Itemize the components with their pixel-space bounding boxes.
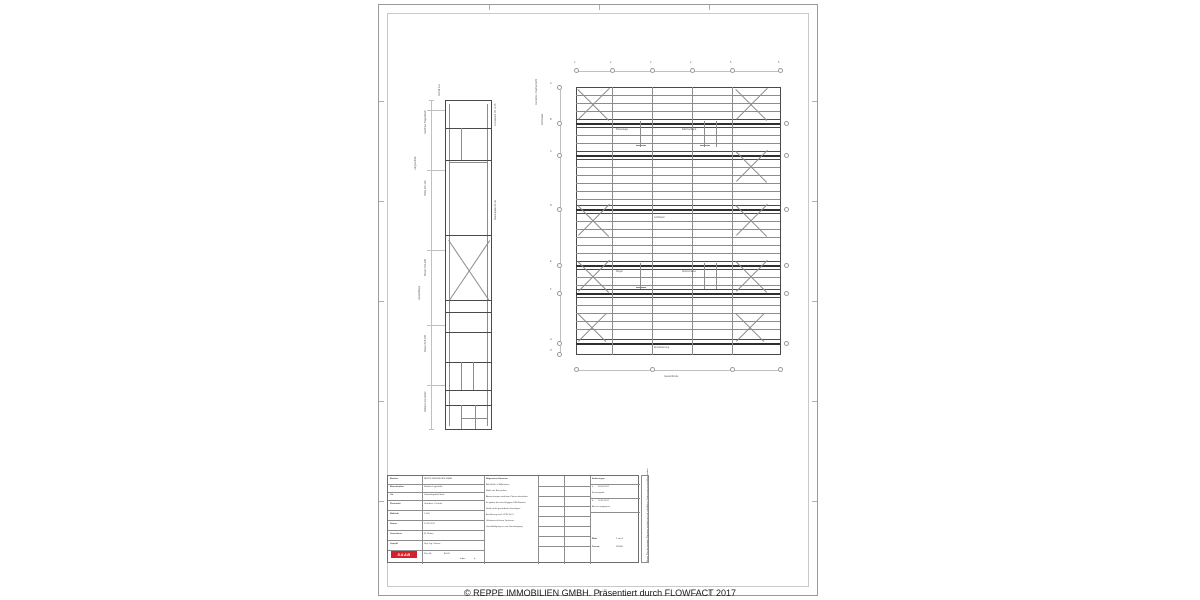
plan-axis-label-left: C [550, 150, 552, 153]
titleblock-notes-heading: Allgemeine Hinweise [486, 478, 508, 480]
titleblock-field-value: 1:100 [424, 513, 430, 515]
plan-axis-label-left: G [550, 338, 552, 341]
plan-axis-label-top: 5 [730, 61, 732, 64]
axis-node-bottom [650, 367, 655, 372]
titleblock-note: Ausführung nach VOB Teil C. [486, 514, 515, 516]
edge-tick [812, 201, 817, 202]
revision-index: b [592, 500, 594, 502]
revision-date: 12.05.2017 [598, 500, 609, 502]
side-text-strip [641, 468, 649, 563]
plan-axis-label-left: F [550, 288, 552, 291]
titleblock-note: Maße am Bau prüfen. [486, 490, 508, 492]
edge-tick [812, 301, 817, 302]
side-text: Dieser Plan ist geistiges Eigentum und darf nur mit schriftlicher Zustimmung vervielfältigt werden. [647, 468, 649, 562]
plan-view [535, 61, 784, 385]
plan-annotation: Dachverband [682, 128, 697, 131]
elevation-annotation: Binder HEA 300 [424, 258, 427, 276]
axis-node-top [574, 68, 579, 73]
axis-node-left [557, 352, 562, 357]
titleblock-field-value: REPPE IMMOBILIEN GMBH [424, 478, 453, 480]
plan-top-dimension: Gesamtbreite [664, 375, 679, 378]
titleblock-field-value: Grundriss / Schnitt [424, 503, 442, 505]
axis-node-bottom [574, 367, 579, 372]
titleblock-field-label: Blatt [592, 538, 597, 540]
plan-annotation: Entwässerung [654, 346, 670, 349]
titleblock-field-label: Bauherr [390, 478, 399, 480]
titleblock-field-label: Datum [390, 523, 397, 525]
edge-tick [812, 101, 817, 102]
titleblock-field-value: Neubau Lagerhalle [424, 486, 443, 488]
titleblock-field-label: Plan-Nr. [424, 553, 432, 555]
revision-index: a [592, 486, 594, 488]
titleblock-field-value: 12.05.2017 [424, 523, 435, 525]
plan-axis-label-left: A [550, 82, 552, 85]
axis-node-right [784, 153, 789, 158]
titleblock-field-label: Geprüft [390, 543, 398, 545]
axis-node-bottom [730, 367, 735, 372]
axis-node-left [557, 153, 562, 158]
edge-tick [599, 5, 600, 10]
company-logo: SAAB [391, 551, 417, 558]
axis-node-top [610, 68, 615, 73]
plan-axis-label-left: H [550, 349, 552, 352]
plan-annotation: Stützenraster [682, 270, 697, 273]
plan-axis-label-left: D [550, 204, 552, 207]
revision-text: Erstausgabe [592, 492, 605, 494]
titleblock-field-label: Ort [390, 494, 394, 496]
plan-axis-label-top: 1 [574, 61, 576, 64]
titleblock-field-value: M. Weber [424, 533, 434, 535]
axis-node-left [557, 85, 562, 90]
axis-node-top [730, 68, 735, 73]
elevation-annotation: Stütze HEB 200 [424, 334, 427, 352]
titleblock-field-value: Dipl.-Ing. Krause [424, 543, 441, 545]
edge-tick [812, 501, 817, 502]
plan-axis-label-top: 4 [690, 61, 692, 64]
axis-node-left [557, 341, 562, 346]
plan-axis-label-top: 6 [778, 61, 780, 64]
elevation-side-note: Längsschnitt [414, 156, 417, 170]
titleblock-note: Abweichungen sind dem Planer mitzuteilen. [486, 496, 529, 498]
axis-node-right [784, 291, 789, 296]
axis-node-left [557, 263, 562, 268]
edge-tick [489, 5, 490, 10]
revision-text: Achsen angepasst [592, 506, 610, 508]
titleblock-field-label: Planinhalt [390, 503, 401, 505]
plan-annotation: Lichtband [654, 216, 665, 219]
titleblock-revision-heading: Änderungen [592, 478, 605, 480]
axis-node-right [784, 341, 789, 346]
titleblock-field-value: A-102 [444, 553, 450, 555]
plan-left-dimension: Achsraster [541, 113, 544, 125]
plan-axis-label-left: B [550, 118, 552, 121]
edge-tick [379, 401, 384, 402]
drawing-sheet [378, 4, 818, 596]
elevation-annotation: Verband Rundstahl [424, 391, 427, 412]
titleblock-field-label: Gezeichnet [390, 533, 402, 535]
axis-node-left [557, 207, 562, 212]
elevation-left-dimension: Gesamtlänge [418, 285, 421, 300]
axis-node-left [557, 121, 562, 126]
edge-tick [379, 301, 384, 302]
titleblock-field-value: Gewerbegebiet Nord [424, 494, 445, 496]
titleblock-note: Urheberrecht beim Verfasser. [486, 520, 515, 522]
titleblock-field-value: DIN A1 [616, 546, 623, 548]
titleblock-field-label: Index [460, 558, 466, 560]
axis-node-right [784, 121, 789, 126]
titleblock-field-value: 2 von 5 [616, 538, 624, 540]
elevation-view [414, 84, 501, 430]
titleblock-note: Statik siehe gesonderte Unterlagen. [486, 508, 521, 510]
axis-node-left [557, 291, 562, 296]
edge-tick [379, 501, 384, 502]
plan-annotation: Riegel [616, 270, 623, 273]
axis-node-right [784, 207, 789, 212]
titleblock-field-label: Format [592, 546, 600, 548]
plan-annotation: Pfettenlage [616, 128, 629, 131]
plan-axis-label-left: E [550, 260, 552, 263]
edge-tick [379, 101, 384, 102]
axis-node-top [690, 68, 695, 73]
titleblock-field-value: b [474, 558, 476, 560]
axis-node-top [778, 68, 783, 73]
plan-title: Grundriss / Dachaufsicht [535, 78, 538, 105]
edge-tick [379, 201, 384, 202]
elevation-annotation: Bodenplatte 20 cm [494, 200, 497, 220]
axis-node-right [784, 263, 789, 268]
titleblock-note: Vervielfältigung nur mit Genehmigung. [486, 526, 524, 528]
title-block [387, 475, 639, 563]
elevation-title: Schnitt A-A [438, 84, 441, 96]
elevation-annotation: Fundament OK -0,15 [494, 103, 497, 126]
edge-tick [812, 401, 817, 402]
axis-node-top [650, 68, 655, 73]
edge-tick [709, 5, 710, 10]
revision-date: 03.04.2017 [598, 486, 609, 488]
plan-axis-label-top: 2 [610, 61, 612, 64]
elevation-annotation: Pfette IPE 160 [424, 180, 427, 196]
plan-axis-label-top: 3 [650, 61, 652, 64]
axis-node-bottom [778, 367, 783, 372]
titleblock-field-label: Maßstab [390, 513, 399, 515]
titleblock-note: Alle Maße in Millimetern. [486, 484, 510, 486]
titleblock-field-label: Bauvorhaben [390, 486, 404, 488]
titleblock-note: Es gelten die einschlägigen DIN-Normen. [486, 502, 527, 504]
elevation-annotation: Dachhaut Trapezblech [424, 110, 427, 134]
footer-copyright: © REPPE IMMOBILIEN GMBH. Präsentiert durch FLOWFACT 2017 [463, 588, 737, 598]
